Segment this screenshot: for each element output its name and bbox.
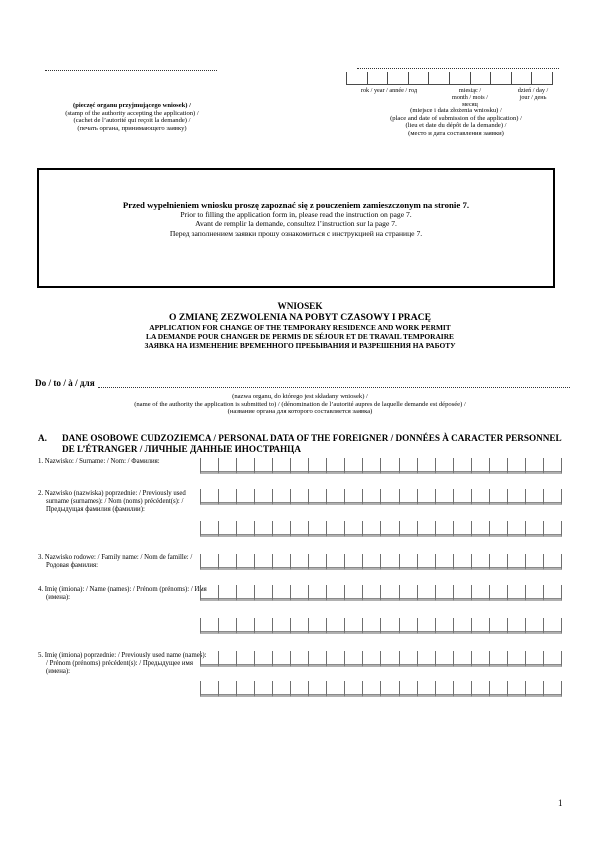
form-title (0, 301, 600, 350)
title-line-5: ЗАЯВКА НА ИЗМЕНЕНИЕ ВРЕМЕННОГО ПРЕБЫВАНИЯ И РАЗРЕШЕНИЯ НА РАБОТУ (144, 340, 456, 350)
char-cell[interactable] (290, 618, 308, 634)
stamp-line[interactable] (45, 61, 217, 71)
page-number: 1 (558, 798, 563, 808)
stamp-caption (12, 102, 252, 133)
char-cell[interactable] (471, 585, 489, 601)
char-cell[interactable] (435, 521, 453, 537)
char-cell[interactable] (489, 554, 507, 570)
char-cell[interactable] (471, 618, 489, 634)
char-cell[interactable] (236, 489, 254, 505)
char-cell[interactable] (417, 681, 435, 697)
addressee-caption-line-pl: (nazwa organu, do którego jest składany wniosek) / (232, 393, 368, 400)
notice-line-en: Prior to filling the application form in, please read the instruction on page 7. (180, 210, 412, 219)
field-1-surname-boxes[interactable] (200, 458, 562, 474)
field-3-family-name-label: 3. Nazwisko rodowe: / Family name: / Nom de famille: / Родовая фамилия: (38, 554, 193, 569)
char-cell[interactable] (399, 681, 417, 697)
char-cell[interactable] (308, 681, 326, 697)
char-cell[interactable] (326, 651, 344, 667)
notice-line-pl: Przed wypełnieniem wniosku proszę zapoznać się z pouczeniem zamieszczonym na stronie 7. (122, 200, 470, 210)
char-cell[interactable] (435, 618, 453, 634)
addressee-caption (0, 393, 600, 416)
char-cell[interactable] (200, 458, 218, 474)
char-cell[interactable] (380, 681, 398, 697)
char-cell[interactable] (308, 618, 326, 634)
char-cell[interactable] (399, 458, 417, 474)
char-cell[interactable] (489, 458, 507, 474)
char-cell[interactable] (417, 651, 435, 667)
char-cell[interactable] (435, 489, 453, 505)
char-cell[interactable] (344, 681, 362, 697)
char-cell[interactable] (236, 681, 254, 697)
char-cell[interactable] (417, 618, 435, 634)
char-cell[interactable] (453, 681, 471, 697)
char-cell[interactable] (399, 651, 417, 667)
field-2-previous-surname-boxes-row-2[interactable] (200, 521, 562, 537)
char-cell[interactable] (290, 521, 308, 537)
char-cell[interactable] (471, 681, 489, 697)
char-cell[interactable] (308, 489, 326, 505)
char-cell[interactable] (543, 489, 562, 505)
char-cell[interactable] (254, 681, 272, 697)
char-cell[interactable] (308, 554, 326, 570)
char-cell[interactable] (326, 554, 344, 570)
stamp-caption-line-pl: (pieczęć organu przyjmującego wniosek) / (73, 102, 191, 109)
char-cell[interactable] (507, 554, 525, 570)
title-line-3: APPLICATION FOR CHANGE OF THE TEMPORARY RESIDENCE AND WORK PERMIT (149, 322, 451, 332)
char-cell[interactable] (362, 585, 380, 601)
stamp-caption-line-ru: (печать органа, принимающего заявку) (77, 125, 187, 133)
char-cell[interactable] (290, 458, 308, 474)
char-cell[interactable] (380, 489, 398, 505)
char-cell[interactable] (272, 554, 290, 570)
char-cell[interactable] (471, 458, 489, 474)
char-cell[interactable] (453, 618, 471, 634)
char-cell[interactable] (471, 651, 489, 667)
char-cell[interactable] (344, 554, 362, 570)
char-cell[interactable] (507, 618, 525, 634)
char-cell[interactable] (326, 618, 344, 634)
char-cell[interactable] (543, 651, 562, 667)
stamp-caption-line-fr: (cachet de l’autorité qui reçoit la demande) / (73, 117, 191, 125)
char-cell[interactable] (254, 585, 272, 601)
char-cell[interactable] (362, 681, 380, 697)
char-cell[interactable] (380, 651, 398, 667)
char-cell[interactable] (380, 458, 398, 474)
char-cell[interactable] (507, 489, 525, 505)
char-cell[interactable] (417, 521, 435, 537)
char-cell[interactable] (362, 618, 380, 634)
date-cell[interactable] (428, 72, 449, 85)
char-cell[interactable] (200, 554, 218, 570)
char-cell[interactable] (254, 651, 272, 667)
place-date-line[interactable] (357, 59, 559, 69)
char-cell[interactable] (435, 458, 453, 474)
char-cell[interactable] (543, 618, 562, 634)
char-cell[interactable] (525, 489, 543, 505)
char-cell[interactable] (362, 651, 380, 667)
date-cell[interactable] (470, 72, 491, 85)
char-cell[interactable] (489, 585, 507, 601)
char-cell[interactable] (200, 521, 218, 537)
char-cell[interactable] (218, 489, 236, 505)
char-cell[interactable] (489, 521, 507, 537)
char-cell[interactable] (272, 651, 290, 667)
char-cell[interactable] (236, 458, 254, 474)
char-cell[interactable] (435, 681, 453, 697)
char-cell[interactable] (272, 521, 290, 537)
char-cell[interactable] (236, 651, 254, 667)
char-cell[interactable] (489, 489, 507, 505)
char-cell[interactable] (254, 489, 272, 505)
field-4-name-boxes-row-1[interactable] (200, 585, 562, 601)
char-cell[interactable] (417, 458, 435, 474)
title-line-4: LA DEMANDE POUR CHANGER DE PERMIS DE SÉJOUR ET DE TRAVAIL TEMPORAIRE (146, 331, 454, 341)
char-cell[interactable] (272, 618, 290, 634)
date-comb[interactable] (346, 72, 553, 85)
char-cell[interactable] (507, 585, 525, 601)
char-cell[interactable] (362, 489, 380, 505)
char-cell[interactable] (543, 554, 562, 570)
date-cell[interactable] (531, 72, 553, 85)
place-caption-line-fr: (lieu et date du dépôt de la demande) / (405, 122, 507, 130)
char-cell[interactable] (344, 618, 362, 634)
char-cell[interactable] (489, 618, 507, 634)
date-month-label: miesiąc / month / mois / месяц (452, 87, 488, 108)
char-cell[interactable] (453, 585, 471, 601)
field-4-name-boxes-row-2[interactable] (200, 618, 562, 634)
char-cell[interactable] (344, 489, 362, 505)
char-cell[interactable] (326, 458, 344, 474)
char-cell[interactable] (525, 585, 543, 601)
field-5-previous-name-boxes-row-1[interactable] (200, 651, 562, 667)
char-cell[interactable] (507, 681, 525, 697)
char-cell[interactable] (543, 585, 562, 601)
char-cell[interactable] (453, 554, 471, 570)
field-1-surname-label: 1. Nazwisko: / Surname: / Nom: / Фамилия: (38, 458, 160, 465)
date-cell[interactable] (346, 72, 367, 85)
char-cell[interactable] (290, 554, 308, 570)
char-cell[interactable] (236, 554, 254, 570)
char-cell[interactable] (525, 458, 543, 474)
char-cell[interactable] (380, 585, 398, 601)
addressee-row (35, 378, 570, 388)
char-cell[interactable] (453, 521, 471, 537)
date-cell[interactable] (367, 72, 388, 85)
char-cell[interactable] (200, 489, 218, 505)
char-cell[interactable] (507, 521, 525, 537)
char-cell[interactable] (344, 521, 362, 537)
char-cell[interactable] (417, 554, 435, 570)
char-cell[interactable] (380, 521, 398, 537)
char-cell[interactable] (200, 618, 218, 634)
char-cell[interactable] (525, 618, 543, 634)
notice-line-ru: Перед заполнением заявки прошу ознакомиться с инструкцией на странице 7. (169, 228, 423, 238)
char-cell[interactable] (236, 585, 254, 601)
char-cell[interactable] (362, 554, 380, 570)
char-cell[interactable] (218, 585, 236, 601)
char-cell[interactable] (525, 681, 543, 697)
char-cell[interactable] (254, 458, 272, 474)
place-caption (320, 107, 592, 138)
title-line-1: WNIOSEK (277, 301, 323, 311)
char-cell[interactable] (218, 554, 236, 570)
place-caption-line-en: (place and date of submission of the application) / (390, 114, 522, 122)
field-3-family-name-boxes[interactable] (200, 554, 562, 570)
char-cell[interactable] (507, 458, 525, 474)
char-cell[interactable] (435, 651, 453, 667)
char-cell[interactable] (254, 521, 272, 537)
char-cell[interactable] (435, 554, 453, 570)
addressee-input-line[interactable] (98, 379, 570, 388)
char-cell[interactable] (471, 489, 489, 505)
title-line-2: O ZMIANĘ ZEZWOLENIA NA POBYT CZASOWY I PRACĘ (168, 311, 431, 323)
char-cell[interactable] (399, 521, 417, 537)
char-cell[interactable] (308, 521, 326, 537)
char-cell[interactable] (453, 651, 471, 667)
field-4-name-label: 4. Imię (imiona): / Name (names): / Prénom (prénoms): / Имя (имена): (38, 586, 207, 601)
char-cell[interactable] (489, 681, 507, 697)
stamp-caption-line-en: (stamp of the authority accepting the application) / (65, 109, 199, 117)
char-cell[interactable] (525, 521, 543, 537)
field-5-previous-name-boxes-row-2[interactable] (200, 681, 562, 697)
char-cell[interactable] (543, 458, 562, 474)
char-cell[interactable] (471, 554, 489, 570)
date-day-label: dzień / day / jour / день (517, 87, 549, 101)
char-cell[interactable] (272, 681, 290, 697)
char-cell[interactable] (254, 554, 272, 570)
char-cell[interactable] (344, 585, 362, 601)
place-caption-line-ru: (место и дата составления заявки) (408, 130, 504, 138)
field-5-previous-name-label: 5. Imię (imiona) poprzednie: / Previously used name (names): / Prénom (prénoms) précédent(s): / Предыдущее имя (имена): (38, 652, 207, 675)
date-cell[interactable] (490, 72, 511, 85)
char-cell[interactable] (380, 618, 398, 634)
char-cell[interactable] (218, 458, 236, 474)
section-a-heading: DANE OSOBOWE CUDZOZIEMCA / PERSONAL DATA OF THE FOREIGNER / DONNÉES À CARACTER PERSONNEL DE L’ÉTRANGER / ЛИЧНЫЕ ДАННЫЕ ИНОСТРАНЦА (62, 433, 562, 454)
char-cell[interactable] (525, 651, 543, 667)
date-year-label: rok / year / année / год (360, 87, 418, 94)
section-a-number: A. (38, 433, 47, 443)
char-cell[interactable] (453, 458, 471, 474)
date-cell[interactable] (511, 72, 532, 85)
char-cell[interactable] (218, 618, 236, 634)
notice-box (37, 168, 555, 288)
char-cell[interactable] (200, 651, 218, 667)
char-cell[interactable] (308, 651, 326, 667)
char-cell[interactable] (326, 521, 344, 537)
char-cell[interactable] (326, 681, 344, 697)
char-cell[interactable] (308, 585, 326, 601)
char-cell[interactable] (290, 585, 308, 601)
char-cell[interactable] (326, 489, 344, 505)
field-2-previous-surname-boxes-row-1[interactable] (200, 489, 562, 505)
char-cell[interactable] (435, 585, 453, 601)
date-cell[interactable] (387, 72, 408, 85)
char-cell[interactable] (399, 585, 417, 601)
char-cell[interactable] (236, 521, 254, 537)
char-cell[interactable] (344, 458, 362, 474)
addressee-caption-line-ru: (название органа для которого составляется заявка) (227, 408, 373, 416)
notice-line-fr: Avant de remplir la demande, consultez l’instruction sur la page 7. (195, 219, 397, 229)
char-cell[interactable] (218, 521, 236, 537)
char-cell[interactable] (290, 651, 308, 667)
char-cell[interactable] (272, 489, 290, 505)
char-cell[interactable] (290, 489, 308, 505)
place-caption-line-pl: (miejsce i data złożenia wniosku) / (410, 107, 502, 114)
char-cell[interactable] (471, 521, 489, 537)
char-cell[interactable] (326, 585, 344, 601)
char-cell[interactable] (543, 521, 562, 537)
char-cell[interactable] (417, 585, 435, 601)
date-cell[interactable] (449, 72, 470, 85)
date-cell[interactable] (408, 72, 429, 85)
addressee-caption-line-en-fr: (name of the authority the application is submitted to) / (dénomination de l’autorité aupres de laquelle demande est déposée) / (134, 400, 466, 408)
char-cell[interactable] (218, 651, 236, 667)
char-cell[interactable] (417, 489, 435, 505)
char-cell[interactable] (344, 651, 362, 667)
char-cell[interactable] (525, 554, 543, 570)
char-cell[interactable] (399, 489, 417, 505)
char-cell[interactable] (272, 585, 290, 601)
field-2-previous-surname-label: 2. Nazwisko (nazwiska) poprzednie: / Previously used surname (surnames): / Nom (noms) précédent(s): / Предыдущая фамилия (фамилии): (38, 490, 186, 513)
char-cell[interactable] (200, 681, 218, 697)
char-cell[interactable] (200, 585, 218, 601)
char-cell[interactable] (399, 554, 417, 570)
char-cell[interactable] (507, 651, 525, 667)
char-cell[interactable] (362, 521, 380, 537)
char-cell[interactable] (254, 618, 272, 634)
char-cell[interactable] (362, 458, 380, 474)
char-cell[interactable] (399, 618, 417, 634)
char-cell[interactable] (380, 554, 398, 570)
char-cell[interactable] (218, 681, 236, 697)
char-cell[interactable] (236, 618, 254, 634)
char-cell[interactable] (308, 458, 326, 474)
char-cell[interactable] (489, 651, 507, 667)
addressee-label: Do / to / à / для (35, 378, 95, 388)
char-cell[interactable] (453, 489, 471, 505)
char-cell[interactable] (272, 458, 290, 474)
char-cell[interactable] (543, 681, 562, 697)
char-cell[interactable] (290, 681, 308, 697)
